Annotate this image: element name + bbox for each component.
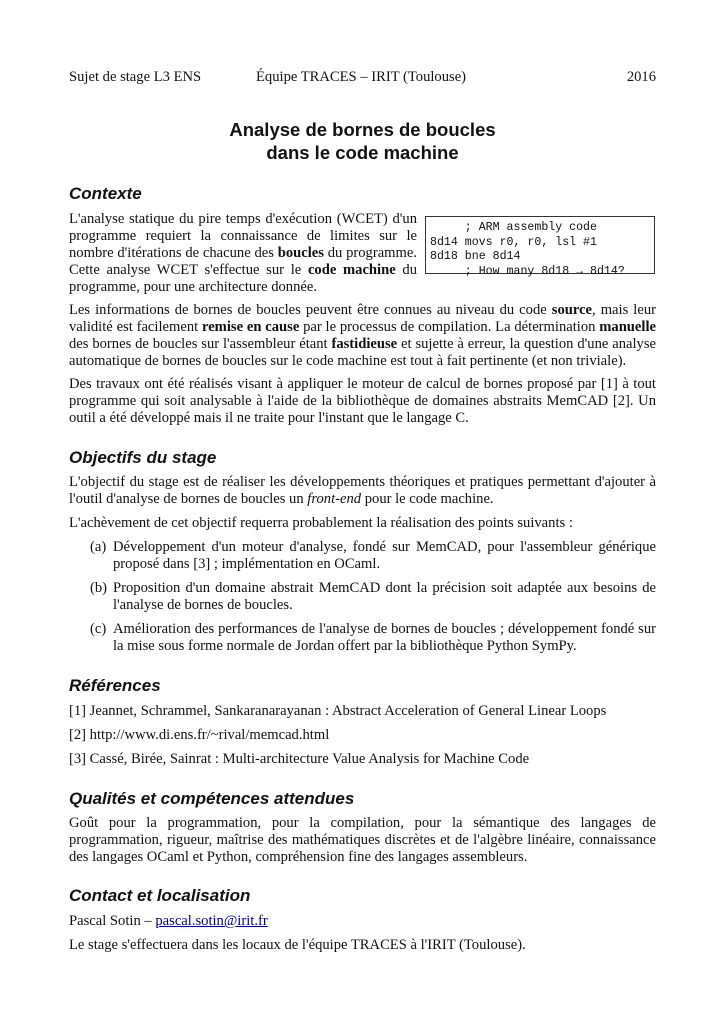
bold-run: remise en cause	[201, 319, 300, 335]
text-run: et sujette à erreur, la question d'une analyse automatique de bornes de boucles sur le code machine est tout à fait pertinente (et non triviale).	[69, 336, 656, 369]
heading-contexte: Contexte	[69, 184, 142, 203]
header-year: 2016	[626, 69, 656, 85]
text-run: pour le code machine.	[361, 491, 494, 507]
code-line: 8d18 bne 8d14	[430, 250, 521, 264]
document-title	[69, 118, 656, 164]
objectifs-paragraph-2: L'achèvement de cet objectif requerra probablement la réalisation des points suivants :	[69, 515, 573, 531]
text-run: Les informations de bornes de boucles peuvent être connues au niveau du code	[69, 302, 552, 318]
reference-item: [1] Jeannet, Schrammel, Sankaranarayanan : Abstract Acceleration of General Linear Loops	[69, 703, 607, 719]
list-item-label: (b)	[90, 580, 108, 596]
text-run: L'objectif du stage est de réaliser les développements théoriques et pratiques permettant d'ajouter à l'outil d'analyse de bornes de boucles un	[69, 474, 656, 507]
code-line: 8d14 movs r0, r0, lsl #1	[430, 235, 597, 249]
list-item-text: Proposition d'un domaine abstrait MemCAD dont la précision soit adaptée aux besoins de l'analyse de bornes de boucles.	[113, 580, 656, 613]
heading-references: Références	[69, 676, 161, 695]
code-example-box	[425, 216, 655, 278]
reference-item[interactable]: [2] http://www.di.ens.fr/~rival/memcad.html	[69, 727, 330, 743]
text-run: L'analyse statique du pire temps d'exécution (WCET) d'un programme requiert la connaissance de limites sur le nombre d'itérations de chacune des	[69, 211, 417, 261]
objectifs-list	[69, 539, 656, 662]
page-header	[69, 69, 656, 87]
bold-run: source	[551, 302, 593, 318]
bold-run: manuelle	[599, 319, 656, 335]
email-link[interactable]: pascal.sotin@irit.fr	[155, 913, 268, 929]
heading-contact: Contact et localisation	[69, 886, 251, 905]
contact-paragraph-2: Le stage s'effectuera dans les locaux de l'équipe TRACES à l'IRIT (Toulouse).	[69, 937, 526, 953]
heading-objectifs: Objectifs du stage	[69, 448, 217, 467]
reference-item: [3] Cassé, Birée, Sainrat : Multi-architecture Value Analysis for Machine Code	[69, 751, 530, 767]
contexte-paragraph-1	[69, 211, 417, 296]
list-item	[69, 621, 656, 655]
header-center: Équipe TRACES – IRIT (Toulouse)	[256, 69, 467, 85]
code-line: ; How many 8d18 → 8d14?	[430, 264, 625, 278]
bold-run: boucles	[277, 245, 324, 261]
text-run: du programme, pour une architecture donnée.	[69, 262, 417, 295]
list-item-label: (c)	[90, 621, 107, 637]
bold-run: fastidieuse	[331, 336, 398, 352]
heading-qualites: Qualités et compétences attendues	[69, 789, 355, 808]
bold-run: code machine	[307, 262, 396, 278]
contexte-paragraph-2	[69, 302, 656, 370]
list-item-text: Développement d'un moteur d'analyse, fondé sur MemCAD, pour l'assembleur générique proposé dans [3] ; implémentation en OCaml.	[113, 539, 656, 572]
header-left: Sujet de stage L3 ENS	[69, 69, 202, 85]
text-run: par le processus de compilation. La détermination	[299, 319, 600, 335]
italic-run: front-end	[307, 491, 362, 507]
objectifs-paragraph-1	[69, 474, 656, 508]
list-item-text: Amélioration des performances de l'analyse de bornes de boucles ; développement fondé sur la mise sous forme normale de Jordan offert par la bibliothèque Python SymPy.	[113, 621, 656, 654]
qualites-paragraph: Goût pour la programmation, pour la compilation, pour la sémantique des langages de programmation, rigueur, maîtrise des mathématiques discrètes et de l'algèbre linéaire, connaissance des langages OCaml et Python, compréhension fine des langages assembleurs.	[69, 815, 656, 865]
contexte-paragraph-3: Des travaux ont été réalisés visant à appliquer le moteur de calcul de bornes proposé par [1] à tout programme qui soit analysable à l'aide de la bibliothèque de domaines abstraits MemCAD [2]. Un outil a été développé mais il ne traite pour l'instant que le langage C.	[69, 376, 656, 426]
title-line-1: Analyse de bornes de boucles	[229, 119, 496, 140]
text-run: des bornes de boucles sur l'assembleur étant	[69, 336, 332, 352]
contact-name: Pascal Sotin –	[69, 913, 156, 929]
text-run: , mais leur validité est facilement	[69, 302, 656, 335]
list-item	[69, 580, 656, 614]
contact-paragraph-1	[69, 913, 656, 930]
title-line-2: dans le code machine	[266, 142, 459, 163]
list-item	[69, 539, 656, 573]
list-item-label: (a)	[90, 539, 107, 555]
text-run: du programme. Cette analyse WCET s'effectue sur le	[69, 245, 417, 278]
code-line: ; ARM assembly code	[430, 221, 597, 234]
